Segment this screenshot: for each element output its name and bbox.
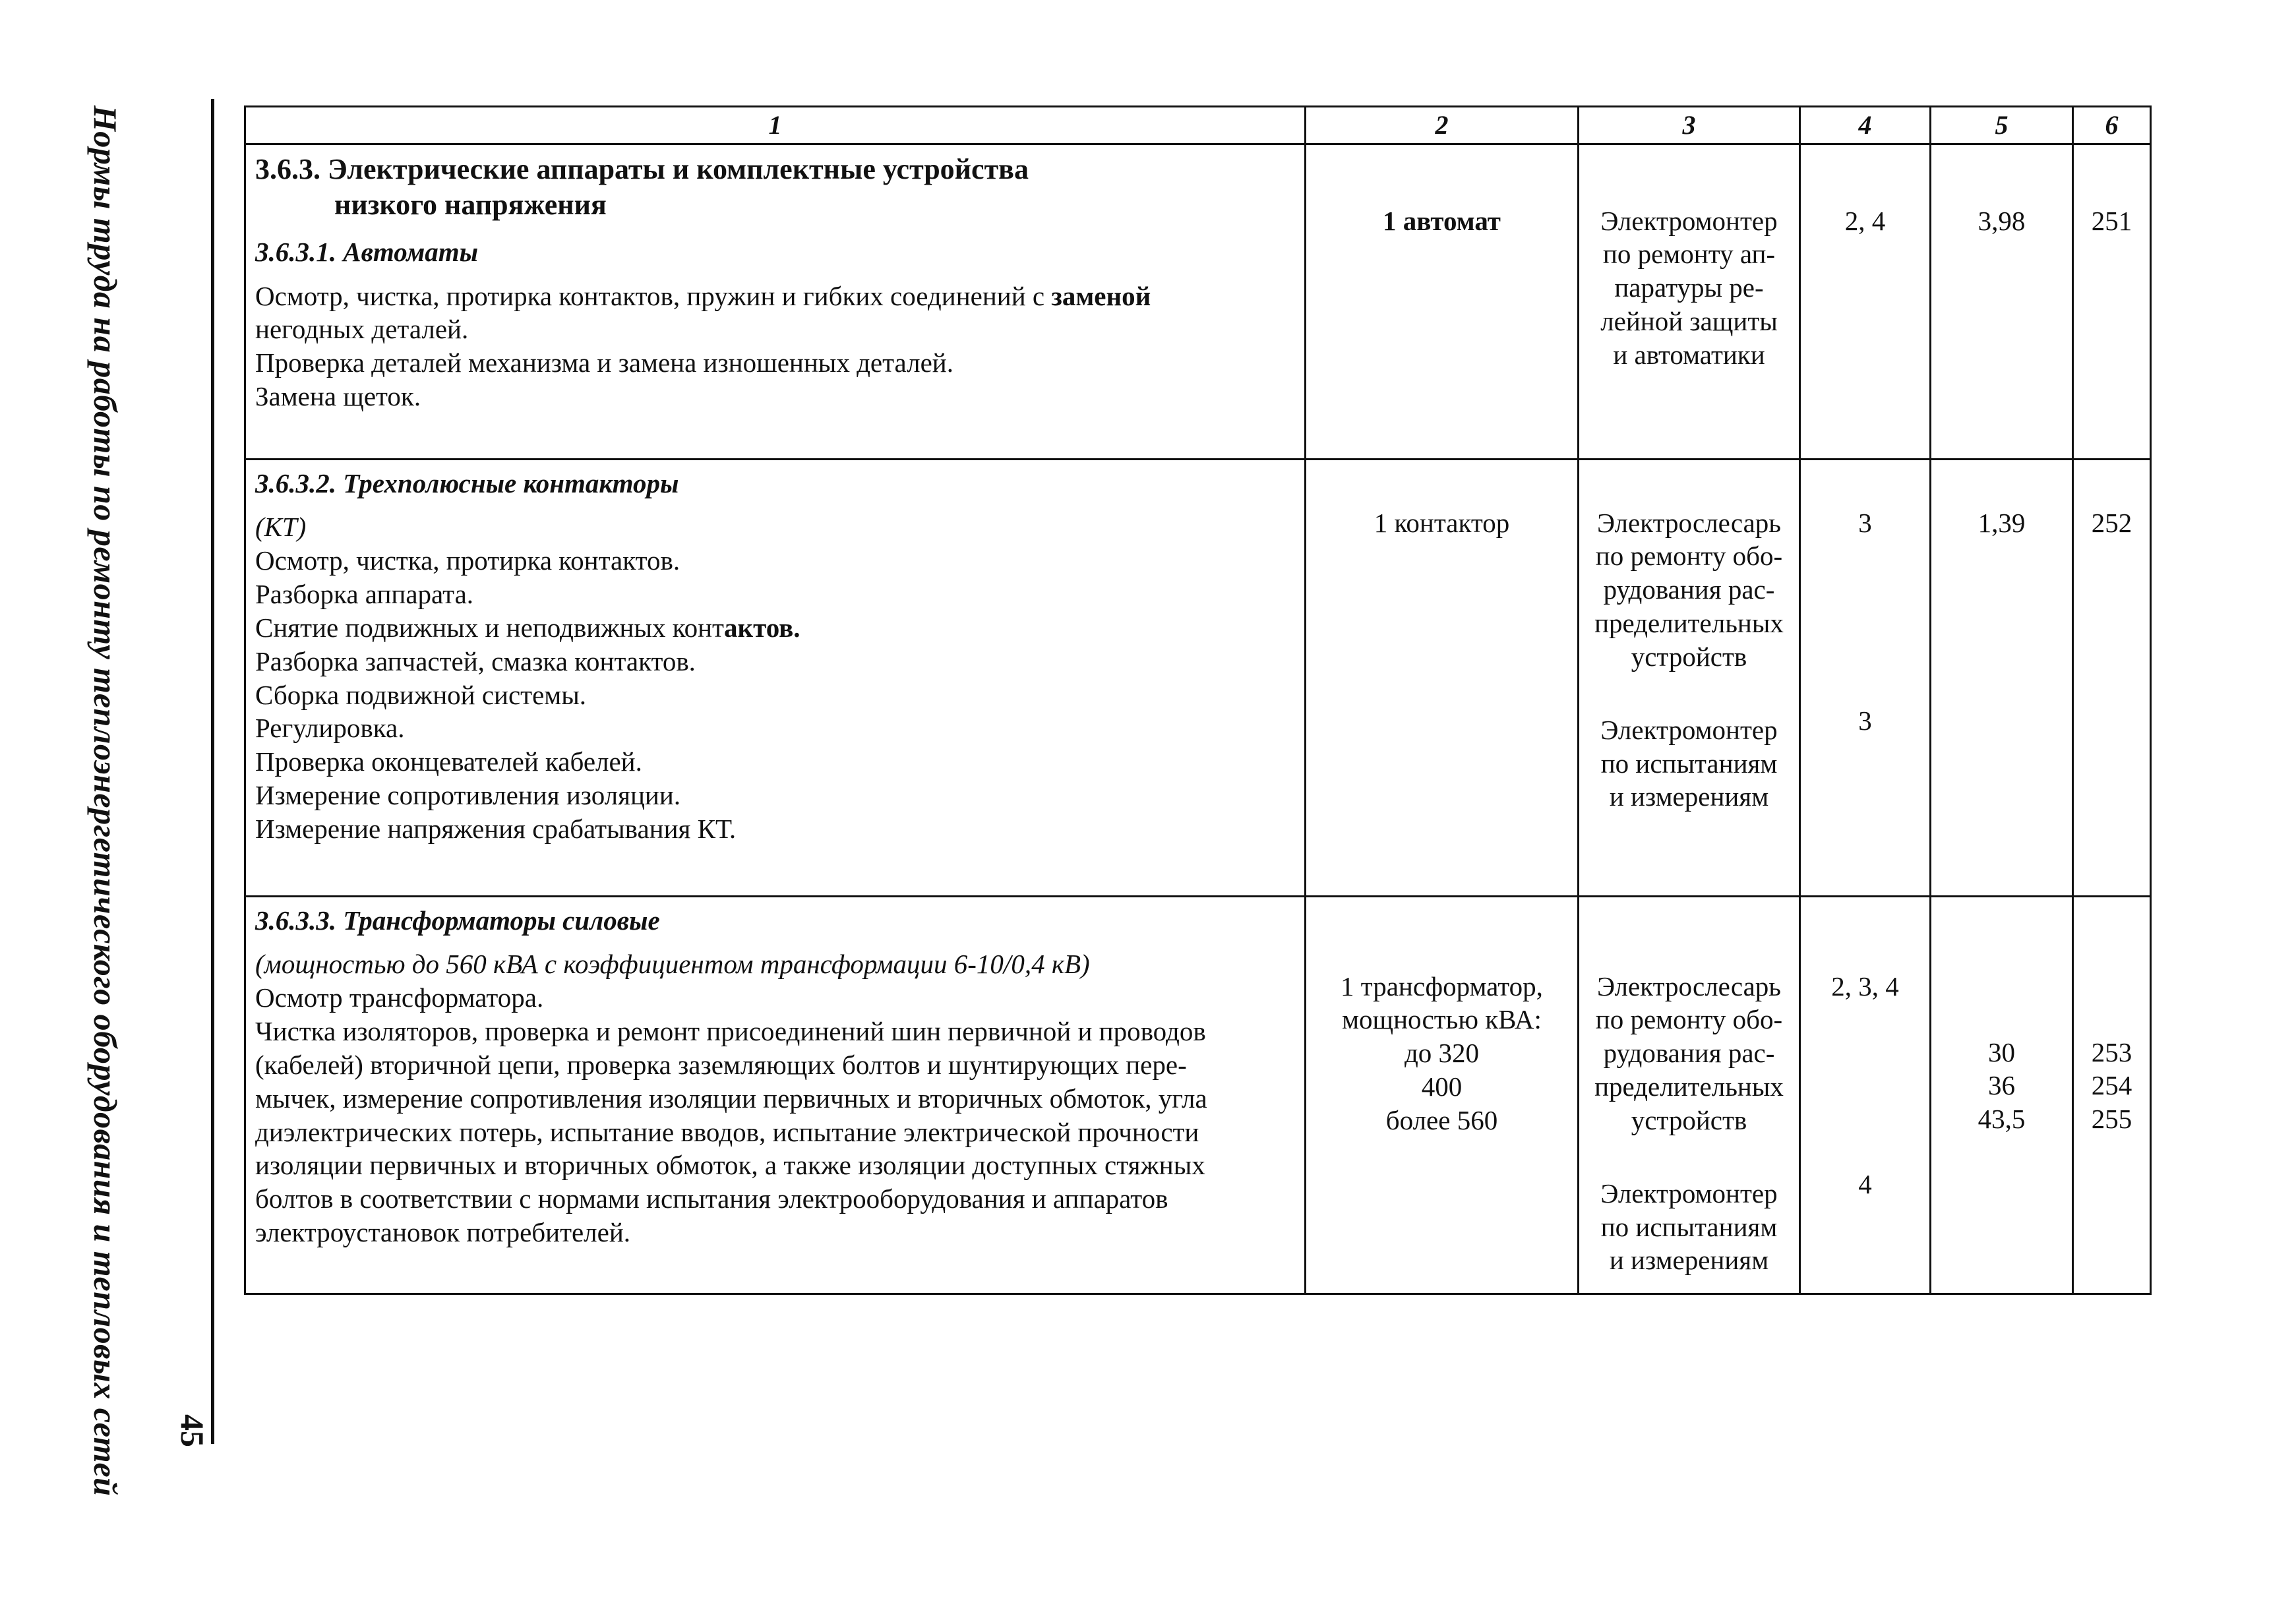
work-description-cell bbox=[245, 144, 1306, 459]
description-text: Осмотр, чистка, протирка контактов, пружин и гибких соединений с bbox=[255, 280, 1052, 311]
worker-line: устройств bbox=[1631, 1104, 1747, 1135]
col-header-2: 2 bbox=[1306, 107, 1579, 144]
grade-cell bbox=[1800, 459, 1931, 896]
worker-line: по испытаниям bbox=[1600, 748, 1778, 779]
grade-value: 2, 4 bbox=[1844, 205, 1886, 236]
description-text: Снятие подвижных и неподвижных конт bbox=[255, 612, 724, 643]
section-heading bbox=[255, 152, 1295, 224]
worker-line: Электромонтер bbox=[1600, 205, 1778, 236]
grade-value: 3 bbox=[1858, 705, 1872, 736]
page-number: 45 bbox=[174, 1414, 211, 1447]
description-line: Сборка подвижной системы. bbox=[255, 679, 587, 710]
number-cell bbox=[2073, 896, 2151, 1294]
unit-line: до 320 bbox=[1404, 1038, 1480, 1069]
worker-line: пределительных bbox=[1594, 608, 1784, 639]
col-header-1: 1 bbox=[245, 107, 1306, 144]
norm-cell bbox=[1931, 144, 2073, 459]
unit-cell bbox=[1306, 144, 1579, 459]
unit-cell bbox=[1306, 896, 1579, 1294]
description-line: электроустановок потребителей. bbox=[255, 1217, 631, 1248]
norm-number: 255 bbox=[2091, 1104, 2132, 1135]
unit-line: 400 bbox=[1421, 1071, 1463, 1102]
col-header-4: 4 bbox=[1800, 107, 1931, 144]
norm-value: 36 bbox=[1988, 1070, 2015, 1101]
grade-value: 2, 3, 4 bbox=[1831, 971, 1899, 1001]
unit-line: более 560 bbox=[1385, 1104, 1498, 1135]
description-line: диэлектрических потерь, испытание вводов, испытание электрической прочности bbox=[255, 1116, 1199, 1147]
description-line: негодных деталей. bbox=[255, 314, 469, 345]
worker-line: пределительных bbox=[1594, 1071, 1784, 1102]
description-line: Измерение напряжения срабатывания КТ. bbox=[255, 813, 737, 844]
work-description-cell bbox=[245, 896, 1306, 1294]
worker-line: Электромонтер bbox=[1600, 714, 1778, 745]
norm-cell bbox=[1931, 459, 2073, 896]
description-line: Проверка деталей механизма и замена изношенных деталей. bbox=[255, 347, 953, 378]
worker-line: Электрослесарь bbox=[1597, 971, 1781, 1001]
worker-line: Электрослесарь bbox=[1597, 507, 1781, 538]
description-line bbox=[255, 611, 1295, 645]
description-line: Измерение сопротивления изоляции. bbox=[255, 780, 681, 811]
col-header-6: 6 bbox=[2073, 107, 2151, 144]
section-heading-line: низкого напряжения bbox=[334, 189, 607, 222]
number-cell bbox=[2073, 144, 2151, 459]
grade-cell bbox=[1800, 144, 1931, 459]
col-header-3: 3 bbox=[1579, 107, 1800, 144]
grade-cell bbox=[1800, 896, 1931, 1294]
header-row bbox=[245, 107, 2151, 144]
norm-value: 1,39 bbox=[1978, 507, 2026, 538]
worker-line: по ремонту обо- bbox=[1595, 1004, 1783, 1035]
table-row bbox=[245, 144, 2151, 459]
description-line: мычек, измерение сопротивления изоляции первичных и вторичных обмоток, угла bbox=[255, 1083, 1207, 1114]
worker-line: лейной защиты bbox=[1600, 306, 1778, 337]
worker-line: паратуры ре- bbox=[1614, 272, 1764, 303]
worker-cell bbox=[1579, 144, 1800, 459]
norm-value: 3,98 bbox=[1978, 205, 2026, 236]
description-line: болтов в соответствии с нормами испытания электрооборудования и аппаратов bbox=[255, 1183, 1168, 1214]
subsection-note: (мощностью до 560 кВА с коэффициентом трансформации 6-10/0,4 кВ) bbox=[255, 949, 1090, 980]
worker-line: и измерениям bbox=[1609, 1245, 1769, 1276]
norm-number: 252 bbox=[2091, 507, 2132, 538]
description-line: Осмотр трансформатора. bbox=[255, 982, 544, 1013]
description-line: Регулировка. bbox=[255, 713, 405, 744]
norm-number: 254 bbox=[2091, 1070, 2132, 1101]
subsection-title: 3.6.3.3. Трансформаторы силовые bbox=[255, 905, 660, 936]
description-line: Осмотр, чистка, протирка контактов. bbox=[255, 545, 680, 576]
norm-value: 30 bbox=[1988, 1036, 2015, 1067]
description-line: Проверка оконцевателей кабелей. bbox=[255, 746, 642, 777]
subsection-title: 3.6.3.2. Трехполюсные контакторы bbox=[255, 467, 679, 498]
grade-value: 3 bbox=[1858, 507, 1872, 538]
worker-line: по ремонту обо- bbox=[1595, 541, 1783, 572]
description-line: изоляции первичных и вторичных обмоток, а также изоляции доступных стяжных bbox=[255, 1150, 1205, 1181]
worker-line: рудования рас- bbox=[1603, 574, 1775, 605]
description-line: Разборка запчастей, смазка контактов. bbox=[255, 645, 696, 676]
worker-cell bbox=[1579, 459, 1800, 896]
norm-number: 253 bbox=[2091, 1036, 2132, 1067]
description-line: Разборка аппарата. bbox=[255, 579, 474, 610]
unit-cell bbox=[1306, 459, 1579, 896]
worker-line: по испытаниям bbox=[1600, 1211, 1778, 1242]
section-heading-line: 3.6.3. Электрические аппараты и комплектные устройства bbox=[255, 152, 1029, 185]
worker-line: устройств bbox=[1631, 641, 1747, 672]
description-line bbox=[255, 280, 1295, 313]
margin-rule bbox=[211, 99, 214, 1444]
worker-line: и измерениям bbox=[1609, 781, 1769, 812]
table-row bbox=[245, 459, 2151, 896]
description-line: (кабелей) вторичной цепи, проверка заземляющих болтов и шунтирующих пере- bbox=[255, 1049, 1187, 1080]
subsection-note: (КТ) bbox=[255, 512, 307, 543]
col-header-5: 5 bbox=[1931, 107, 2073, 144]
norm-cell bbox=[1931, 896, 2073, 1294]
worker-line: по ремонту ап- bbox=[1602, 239, 1776, 270]
norms-table bbox=[244, 105, 2152, 1295]
worker-line: и автоматики bbox=[1613, 339, 1765, 370]
subsection-title: 3.6.3.1. Автоматы bbox=[255, 236, 479, 267]
unit-text: 1 контактор bbox=[1374, 507, 1510, 538]
table-row bbox=[245, 896, 2151, 1294]
worker-line: Электромонтер bbox=[1600, 1178, 1778, 1209]
number-cell bbox=[2073, 459, 2151, 896]
work-description-cell bbox=[245, 459, 1306, 896]
unit-line: мощностью кВА: bbox=[1342, 1004, 1542, 1035]
description-text-bold: заменой bbox=[1051, 280, 1151, 311]
unit-text: 1 автомат bbox=[1383, 205, 1501, 236]
worker-line: рудования рас- bbox=[1603, 1038, 1775, 1069]
norm-value: 43,5 bbox=[1978, 1104, 2026, 1135]
grade-value: 4 bbox=[1858, 1169, 1872, 1200]
description-line: Чистка изоляторов, проверка и ремонт присоединений шин первичной и проводов bbox=[255, 1016, 1206, 1047]
description-text-bold: актов. bbox=[723, 612, 801, 643]
norm-number: 251 bbox=[2091, 205, 2132, 236]
unit-line: 1 трансформатор, bbox=[1341, 971, 1543, 1001]
description-line: Замена щеток. bbox=[255, 381, 421, 411]
worker-cell bbox=[1579, 896, 1800, 1294]
running-title: Нормы труда на работы по ремонту теплоэнергетического оборудования и тепловых сетей bbox=[87, 105, 124, 1497]
